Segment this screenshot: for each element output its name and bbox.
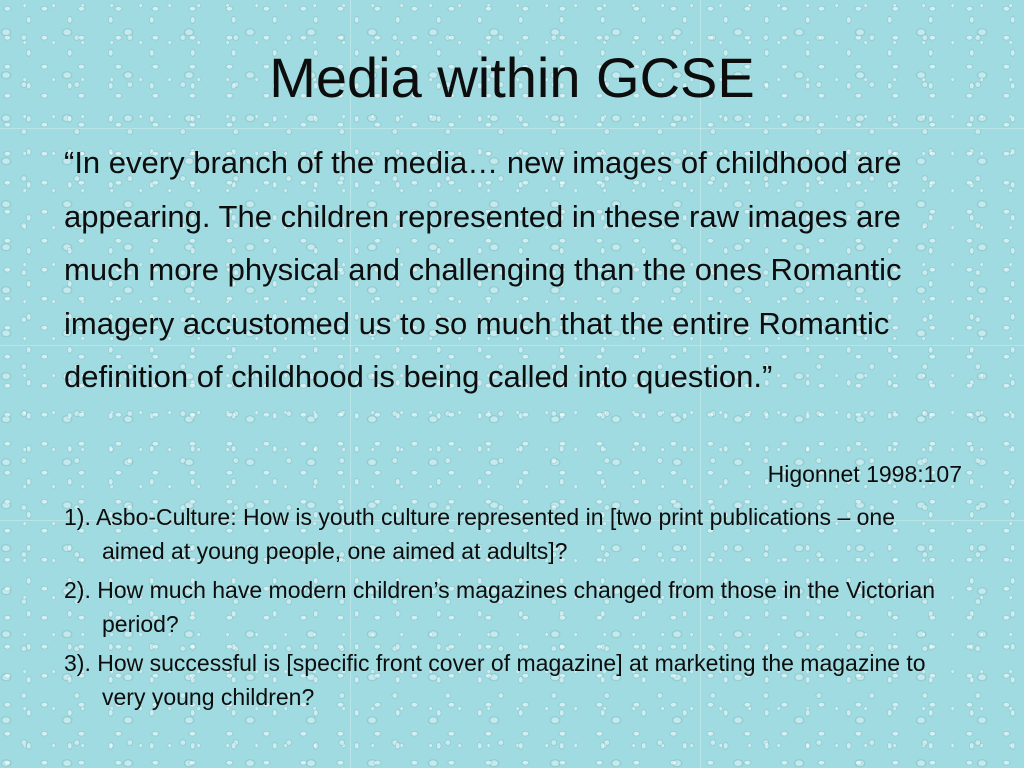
- quote-text: “In every branch of the media… new images of childhood are appearing. The children represented in these raw images are much more physical and challenging than the ones Romantic imagery accustomed us to so much that the entire Romantic definition of childhood is being called into question.”: [64, 145, 902, 394]
- background-tile-seam: [0, 128, 1024, 129]
- research-question-2: 2). How much have modern children’s magazines changed from those in the Victorian period?: [64, 577, 936, 637]
- research-question-1: 1). Asbo-Culture: How is youth culture represented in [two print publications – one aimed at young people, one aimed at adults]?: [64, 504, 895, 564]
- research-question-3: 3). How successful is [specific front cover of magazine] at marketing the magazine to very young children?: [64, 650, 926, 710]
- research-questions-list: [64, 500, 964, 719]
- quote-attribution: Higonnet 1998:107: [767, 461, 962, 487]
- slide-title: Media within GCSE: [269, 46, 755, 109]
